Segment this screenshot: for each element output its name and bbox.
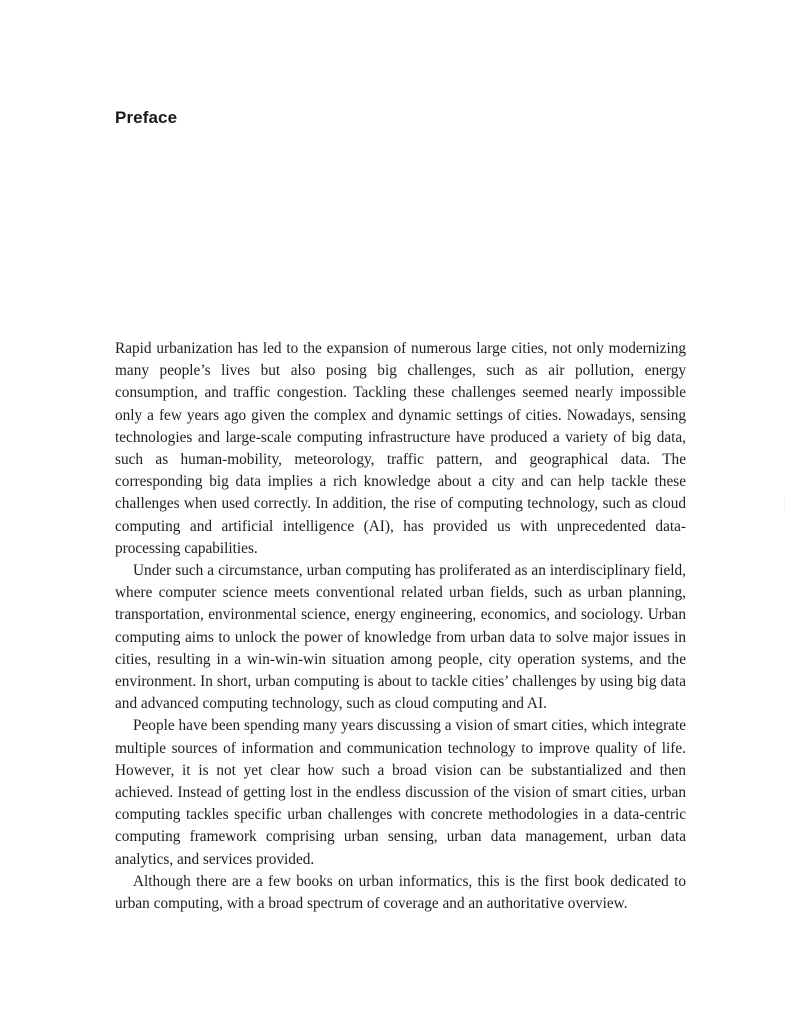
margin-watermark: …… [782, 496, 790, 510]
paragraph-1: Rapid urbanization has led to the expansion of numerous large cities, not only modernizing many people’s lives but also posing big challenges, such as air pollution, energy consumption, and traffic congestion. Tackling these challenges seemed nearly impossible only a few years ago given the complex and dynamic settings of cities. Nowadays, sensing technologies and large-scale computing infrastructure have produced a variety of big data, such as human-mobility, meteorology, traffic pattern, and geographical data. The corresponding big data implies a rich knowledge about a city and can help tackle these challenges when used correctly. In addition, the rise of computing technology, such as cloud computing and artificial intelligence (AI), has provided us with unprecedented data-processing capabilities. [115, 340, 686, 557]
preface-body [115, 338, 686, 915]
paragraph-2: Under such a circumstance, urban computing has proliferated as an interdisciplinary field, where computer science meets conventional related urban fields, such as urban planning, transportation, environmental science, energy engineering, economics, and sociology. Urban computing aims to unlock the power of knowledge from urban data to solve major issues in cities, resulting in a win-win-win situation among people, city operation systems, and the environment. In short, urban computing is about to tackle cities’ challenges by using big data and advanced computing technology, such as cloud computing and AI. [115, 562, 686, 713]
paragraph-3: People have been spending many years discussing a vision of smart cities, which integrate multiple sources of information and communication technology to improve quality of life. However, it is not yet clear how such a broad vision can be substantialized and then achieved. Instead of getting lost in the endless discussion of the vision of smart cities, urban computing tackles specific urban challenges with concrete methodologies in a data-centric computing framework comprising urban sensing, urban data management, urban data analytics, and services provided. [115, 717, 686, 868]
paragraph-4: Although there are a few books on urban informatics, this is the first book dedicated to urban computing, with a broad spectrum of coverage and an authoritative overview. [115, 872, 686, 913]
page-title: Preface [115, 108, 178, 127]
